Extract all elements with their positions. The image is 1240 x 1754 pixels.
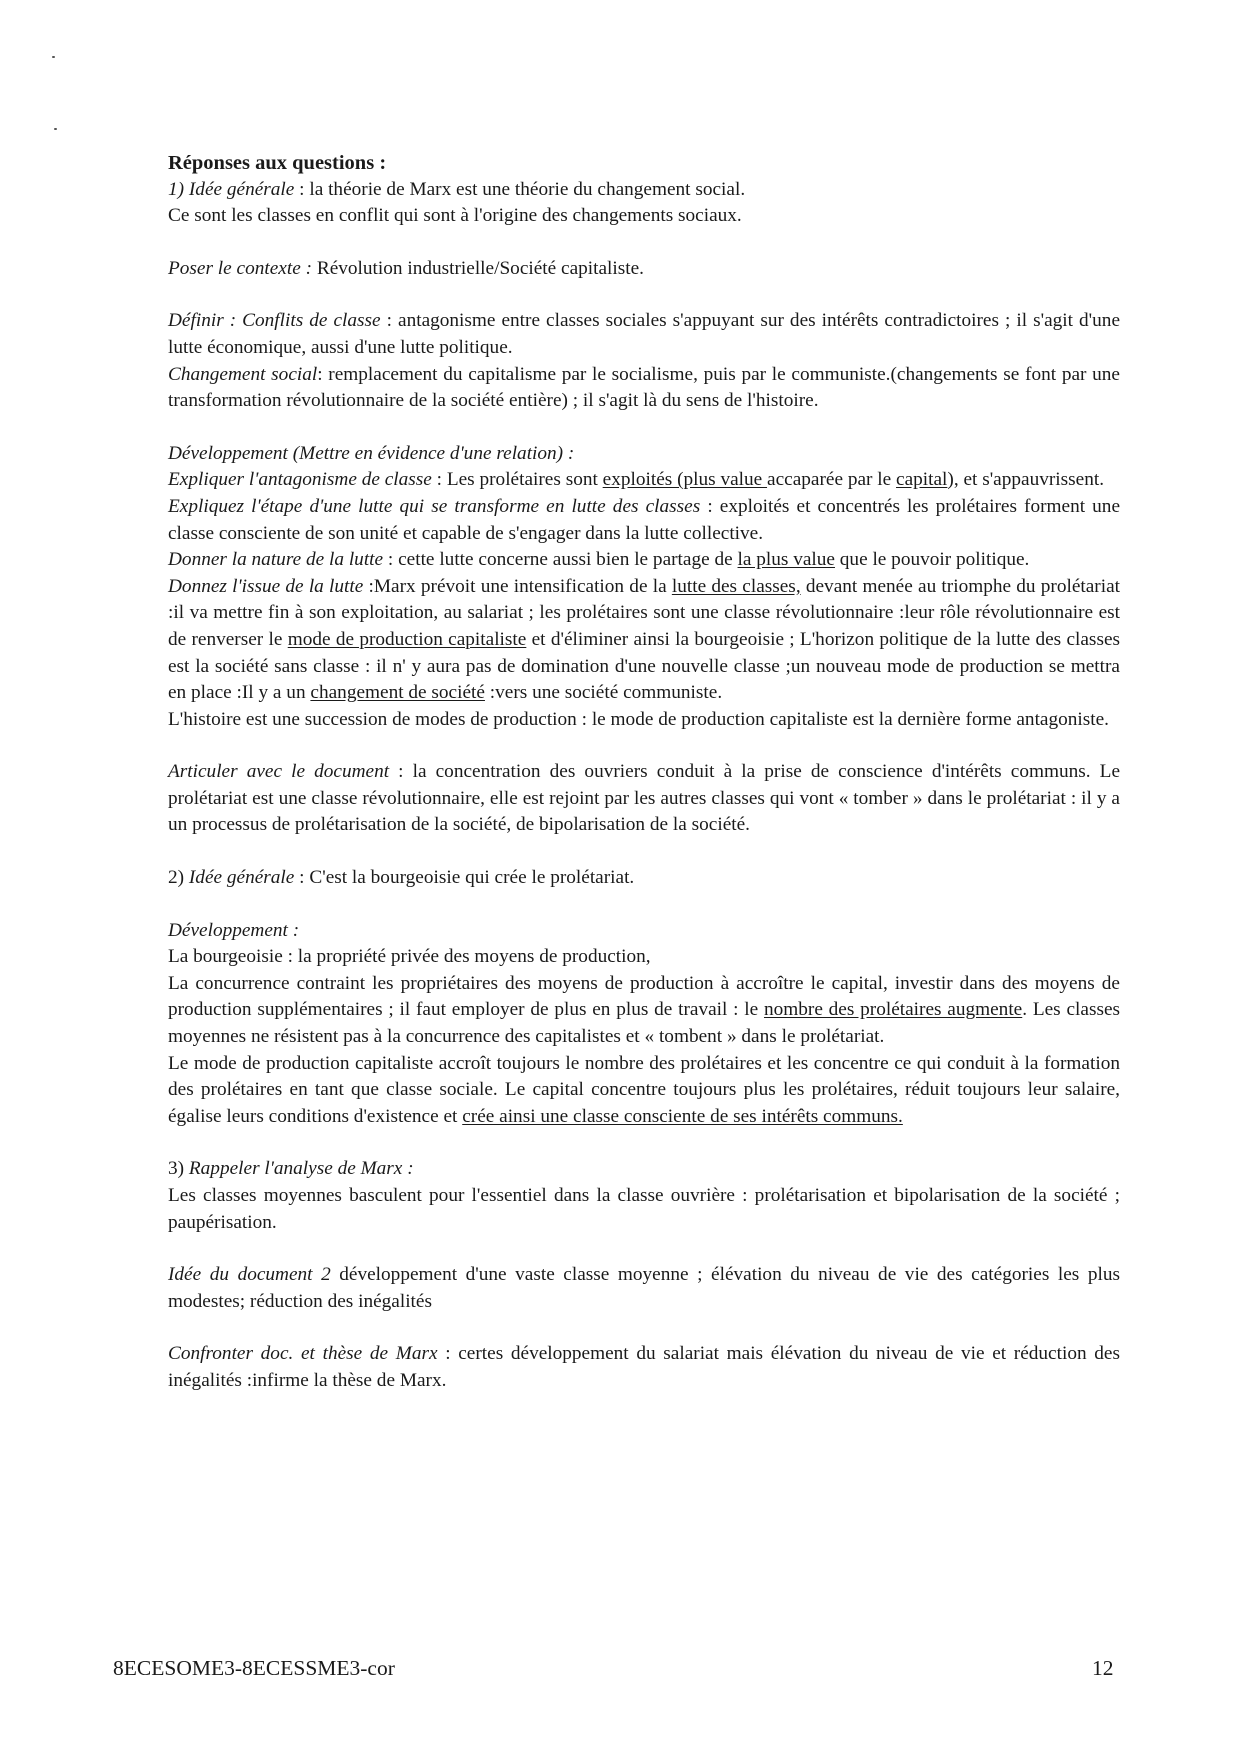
q1-developpement-heading: Développement (Mettre en évidence d'une relation) : [168, 442, 575, 464]
q1-issue: Donnez l'issue de la lutte :Marx prévoit une intensification de la lutte des classes, devant menée au triomphe du prolétariat :il va mettre fin à son exploitation, au salariat ; les prolétaires sont une classe révolutionnaire :leur rôle révolutionnaire est de renverser le mode de production capitaliste et d'éliminer ainsi la bourgeoisie ; L'horizon politique de la lutte des classes est la société sans classe : il n' y aura pas de domination d'une nouvelle classe ;un nouveau mode de production se mettra en place :Il y a un changement de société :vers une société communiste. [168, 575, 1121, 704]
q1-etape: Expliquez l'étape d'une lutte qui se transforme en lutte des classes : exploités et concentrés les prolétaires forment une classe consciente de son unité et capable de s'engager dans la lutte collective. [168, 495, 1121, 544]
scan-speck [54, 128, 57, 130]
q2-developpement-heading: Développement : [168, 919, 300, 941]
q1-changement: Changement social: remplacement du capitalisme par le socialisme, puis par le communiste.(changements se font par une transformation révolutionnaire de la société entière) ; il s'agit là du sens de l'histoire. [168, 363, 1120, 412]
q1-contexte: Poser le contexte : Révolution industrielle/Société capitaliste. [168, 257, 645, 279]
q1-articuler: Articuler avec le document : la concentration des ouvriers conduit à la prise de conscience d'intérêts communs. Le prolétariat est une classe révolutionnaire, elle est rejoint par les autres classes qui vont « tomber » dans le prolétariat : il y a un processus de prolétarisation de la société, de bipolarisation de la société. [168, 761, 1120, 836]
q3-rappeler-heading: 3) Rappeler l'analyse de Marx : [168, 1158, 414, 1180]
q2-mode-production: Le mode de production capitaliste accroît toujours le nombre des prolétaires et les concentre ce qui conduit à la formation des prolétaires en tant que classe sociale. Le capital concentre toujours plus les prolétaires, réduit toujours leur salaire, égalise leurs conditions d'existence et crée ainsi une classe consciente de ses intérêts communs. [168, 1052, 1120, 1127]
page-title: Réponses aux questions : [168, 152, 387, 174]
q3-confronter: Confronter doc. et thèse de Marx : certes développement du salariat mais élévation du niveau de vie et réduction des inégalités :infirme la thèse de Marx. [168, 1343, 1120, 1391]
q1-expliquer: Expliquer l'antagonisme de classe : Les prolétaires sont exploités (plus value accaparée par le capital), et s'appauvrissent. [168, 469, 1105, 491]
q2-idee: 2) Idée générale : C'est la bourgeoisie qui crée le prolétariat. [168, 867, 635, 889]
q3-rappeler: Les classes moyennes basculent pour l'essentiel dans la classe ouvrière : prolétarisation et bipolarisation de la société ; paupérisation. [168, 1185, 1120, 1233]
q3-idee-document: Idée du document 2 développement d'une vaste classe moyenne ; élévation du niveau de vie des catégories les plus modestes; réduction des inégalités [168, 1264, 1120, 1312]
q2-bourgeoisie: La bourgeoisie : la propriété privée des moyens de production, [168, 946, 651, 968]
q1-histoire: L'histoire est une succession de modes de production : le mode de production capitaliste est la dernière forme antagoniste. [168, 708, 1110, 730]
q1-nature: Donner la nature de la lutte : cette lutte concerne aussi bien le partage de la plus value que le pouvoir politique. [168, 549, 1030, 571]
q1-definir: Définir : Conflits de classe : antagonisme entre classes sociales s'appuyant sur des intérêts contradictoires ; il s'agit d'une lutte économique, aussi d'une lutte politique. [168, 310, 1120, 358]
footer-page-number: 12 [1092, 1656, 1114, 1680]
answers-body [168, 150, 1120, 1395]
q1-idee: 1) Idée générale : la théorie de Marx est une théorie du changement social. [168, 178, 746, 200]
q2-concurrence: La concurrence contraint les propriétaires des moyens de production à accroître le capital, investir dans des moyens de production supplémentaires ; il faut employer de plus en plus de travail : le nombre des prolétaires augmente. Les classes moyennes ne résistent pas à la concurrence des capitalistes et « tombent » dans le prolétariat. [168, 972, 1121, 1048]
footer-document-code: 8ECESOME3-8ECESSME3-cor [113, 1656, 395, 1680]
q1-idee-2: Ce sont les classes en conflit qui sont à l'origine des changements sociaux. [168, 205, 742, 227]
scan-speck [52, 56, 55, 58]
